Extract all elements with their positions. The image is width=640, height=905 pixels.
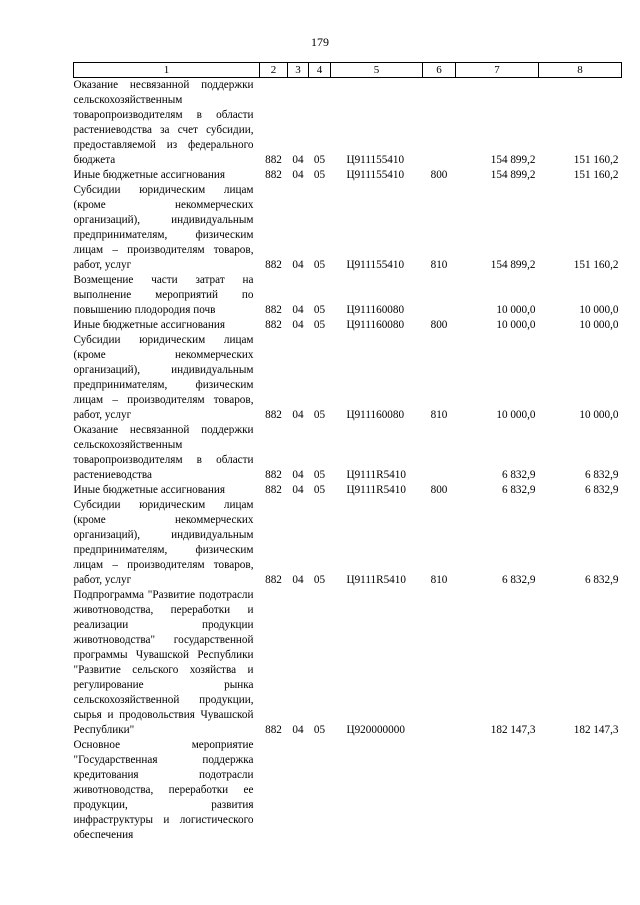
amount-year1-cell: 154 899,2 <box>490 169 536 181</box>
column-header: 5 <box>331 63 423 78</box>
gr-code-cell: 882 <box>265 304 282 316</box>
amount-year1-cell: 154 899,2 <box>490 154 536 166</box>
gr-code-cell: 882 <box>265 154 282 166</box>
gr-code-cell: 882 <box>265 169 282 181</box>
section-code-cell: 04 <box>292 574 304 586</box>
expense-type-cell: 800 <box>430 169 448 181</box>
table-row <box>74 498 622 588</box>
section-code-cell: 04 <box>292 169 304 181</box>
expense-type-cell: 810 <box>430 259 448 271</box>
amount-year2-cell: 6 832,9 <box>584 484 619 496</box>
amount-year2-cell: 151 160,2 <box>573 259 619 271</box>
column-header: 4 <box>309 63 331 78</box>
amount-year1-cell: 10 000,0 <box>496 304 536 316</box>
subsection-code-cell: 05 <box>313 484 326 496</box>
amount-year1-cell <box>456 738 539 843</box>
subsection-code-cell: 05 <box>313 574 326 586</box>
target-item-cell: Ц911160080 <box>346 319 405 331</box>
row-name-cell: Оказание несвязанной поддержки сельскохозяйственным товаропроизводителям в области растениеводства <box>73 424 254 481</box>
row-name-cell: Оказание несвязанной поддержки сельскохозяйственным товаропроизводителям в области растениеводства за счет субсидии, предоставляемой из федерального бюджета <box>73 79 254 166</box>
section-code-cell <box>288 738 309 843</box>
budget-table <box>73 62 622 843</box>
subsection-code-cell: 05 <box>313 319 326 331</box>
section-code-cell: 04 <box>292 409 304 421</box>
subsection-code-cell: 05 <box>313 169 326 181</box>
gr-code-cell: 882 <box>265 319 282 331</box>
amount-year1-cell: 182 147,3 <box>490 724 536 736</box>
amount-year2-cell: 151 160,2 <box>573 169 619 181</box>
header-row <box>74 63 622 78</box>
gr-code-cell: 882 <box>265 724 282 736</box>
column-header: 1 <box>74 63 260 78</box>
table-row <box>74 273 622 318</box>
table-row <box>74 738 622 843</box>
amount-year2-cell: 6 832,9 <box>584 469 619 481</box>
amount-year2-cell: 6 832,9 <box>584 574 619 586</box>
row-name-cell: Иные бюджетные ассигнования <box>73 169 225 181</box>
section-code-cell: 04 <box>292 484 304 496</box>
column-header: 6 <box>423 63 456 78</box>
amount-year2-cell: 151 160,2 <box>573 154 619 166</box>
amount-year2-cell: 10 000,0 <box>579 409 619 421</box>
expense-type-cell <box>423 273 456 318</box>
row-name-cell: Подпрограмма "Развитие подотрасли животноводства, переработки и реализации продукции животноводства" государственной программы Чувашской Республики "Развитие сельского хозяйства и регулирование рынка сельскохозяйственной продукции, сырья и продовольствия Чувашской Республики" <box>73 589 254 736</box>
amount-year1-cell: 10 000,0 <box>496 409 536 421</box>
section-code-cell: 04 <box>292 154 304 166</box>
row-name-cell: Основное мероприятие "Государственная поддержка кредитования подотрасли животноводства, переработки ее продукции, развития инфраструктуры и логистического обеспечения <box>73 739 254 841</box>
gr-code-cell: 882 <box>265 484 282 496</box>
amount-year2-cell: 182 147,3 <box>573 724 619 736</box>
expense-type-cell: 800 <box>430 319 448 331</box>
row-name-cell: Субсидии юридическим лицам (кроме некоммерческих организаций), индивидуальным предпринимателям, физическим лицам – производителям товаров, работ, услуг <box>73 184 254 271</box>
amount-year2-cell: 10 000,0 <box>579 319 619 331</box>
section-code-cell: 04 <box>292 259 304 271</box>
table-row <box>74 483 622 498</box>
section-code-cell: 04 <box>292 304 304 316</box>
table-row <box>74 168 622 183</box>
expense-type-cell: 800 <box>430 484 448 496</box>
expense-type-cell <box>423 738 456 843</box>
section-code-cell: 04 <box>292 319 304 331</box>
subsection-code-cell: 05 <box>313 154 326 166</box>
table-row <box>74 318 622 333</box>
target-item-cell: Ц920000000 <box>346 724 405 736</box>
page-number: 179 <box>311 35 329 49</box>
table-row <box>74 588 622 738</box>
gr-code-cell <box>260 738 288 843</box>
expense-type-cell <box>423 588 456 738</box>
expense-type-cell: 810 <box>430 574 448 586</box>
amount-year1-cell: 6 832,9 <box>501 469 536 481</box>
subsection-code-cell: 05 <box>313 304 326 316</box>
column-header: 7 <box>456 63 539 78</box>
target-item-cell: Ц9111R5410 <box>346 469 406 481</box>
target-item-cell: Ц911160080 <box>346 304 405 316</box>
amount-year2-cell: 10 000,0 <box>579 304 619 316</box>
target-item-cell: Ц911155410 <box>346 169 405 181</box>
subsection-code-cell: 05 <box>313 724 326 736</box>
row-name-cell: Иные бюджетные ассигнования <box>73 484 225 496</box>
row-name-cell: Иные бюджетные ассигнования <box>73 319 225 331</box>
expense-type-cell <box>423 423 456 483</box>
section-code-cell: 04 <box>292 469 304 481</box>
section-code-cell: 04 <box>292 724 304 736</box>
amount-year1-cell: 6 832,9 <box>501 574 536 586</box>
table-row <box>74 333 622 423</box>
target-item-cell: Ц9111R5410 <box>346 574 406 586</box>
amount-year2-cell <box>539 738 622 843</box>
gr-code-cell: 882 <box>265 259 282 271</box>
subsection-code-cell: 05 <box>313 469 326 481</box>
target-item-cell: Ц9111R5410 <box>346 484 406 496</box>
target-item-cell: Ц911155410 <box>346 259 405 271</box>
column-header: 3 <box>288 63 309 78</box>
amount-year1-cell: 154 899,2 <box>490 259 536 271</box>
table-row <box>74 78 622 169</box>
target-item-cell <box>331 738 423 843</box>
amount-year1-cell: 10 000,0 <box>496 319 536 331</box>
row-name-cell: Возмещение части затрат на выполнение мероприятий по повышению плодородия почв <box>73 274 254 316</box>
expense-type-cell <box>423 78 456 169</box>
subsection-code-cell: 05 <box>313 259 326 271</box>
table-row <box>74 423 622 483</box>
target-item-cell: Ц911160080 <box>346 409 405 421</box>
row-name-cell: Субсидии юридическим лицам (кроме некоммерческих организаций), индивидуальным предпринимателям, физическим лицам – производителям товаров, работ, услуг <box>73 334 254 421</box>
table-row <box>74 183 622 273</box>
row-name-cell: Субсидии юридическим лицам (кроме некоммерческих организаций), индивидуальным предпринимателям, физическим лицам – производителям товаров, работ, услуг <box>73 499 254 586</box>
gr-code-cell: 882 <box>265 409 282 421</box>
gr-code-cell: 882 <box>265 574 282 586</box>
gr-code-cell: 882 <box>265 469 282 481</box>
target-item-cell: Ц911155410 <box>346 154 405 166</box>
column-header: 2 <box>260 63 288 78</box>
column-header: 8 <box>539 63 622 78</box>
amount-year1-cell: 6 832,9 <box>501 484 536 496</box>
expense-type-cell: 810 <box>430 409 448 421</box>
subsection-code-cell <box>309 738 331 843</box>
subsection-code-cell: 05 <box>313 409 326 421</box>
